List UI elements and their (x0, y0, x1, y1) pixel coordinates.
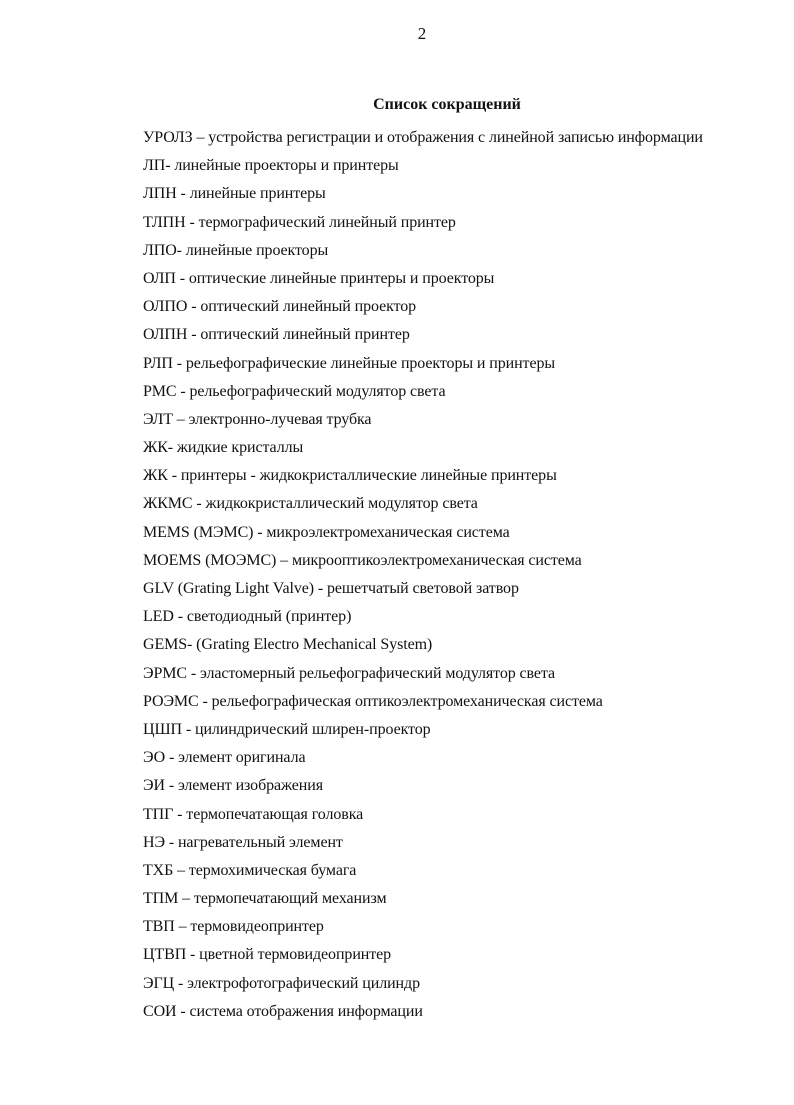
abbreviation-entry: MOEMS (МОЭМС) – микрооптикоэлектромеханическая система (143, 551, 582, 569)
page-number: 2 (417, 24, 427, 43)
abbreviation-entry: ОЛПО - оптический линейный проектор (143, 298, 417, 316)
abbreviation-entry: ТВП – термовидеопринтер (143, 918, 324, 936)
abbreviation-entry: ЛПН - линейные принтеры (143, 185, 326, 203)
abbreviation-list (143, 124, 763, 1026)
abbreviation-entry: РОЭМС - рельефографическая оптикоэлектромеханическая система (143, 692, 603, 710)
abbreviation-entry: MEMS (МЭМС) - микроэлектромеханическая система (143, 523, 510, 541)
abbreviation-entry: LED - светодиодный (принтер) (143, 608, 352, 626)
abbreviation-entry: РЛП - рельефографические линейные проекторы и принтеры (143, 354, 555, 372)
abbreviation-entry: GEMS- (Grating Electro Mechanical System) (143, 636, 433, 654)
abbreviation-entry: ЛП- линейные проекторы и принтеры (143, 157, 399, 175)
abbreviation-entry: НЭ - нагревательный элемент (143, 833, 343, 851)
page-title: Список сокращений (373, 96, 521, 113)
abbreviation-entry: GLV (Grating Light Valve) - решетчатый световой затвор (143, 580, 519, 597)
abbreviation-entry: ТЛПН - термографический линейный принтер (143, 213, 456, 231)
abbreviation-entry: ЭЛТ – электронно-лучевая трубка (143, 410, 372, 428)
abbreviation-entry: ЖК - принтеры - жидкокристаллические линейные принтеры (143, 467, 557, 485)
abbreviation-entry: ЭРМС - эластомерный рельефографический модулятор света (143, 664, 555, 682)
abbreviation-entry: ЖК- жидкие кристаллы (143, 439, 304, 457)
abbreviation-entry: ТПГ - термопечатающая головка (143, 805, 364, 823)
abbreviation-entry: ЛПО- линейные проекторы (143, 241, 329, 259)
abbreviation-entry: ЦШП - цилиндрический шлирен-проектор (143, 720, 431, 738)
abbreviation-entry: ЭО - элемент оригинала (143, 749, 306, 767)
abbreviation-entry: ТПМ – термопечатающий механизм (143, 890, 387, 908)
abbreviation-entry: ОЛПН - оптический линейный принтер (143, 326, 410, 344)
abbreviation-entry: РМС - рельефографический модулятор света (143, 382, 446, 400)
abbreviation-entry: ТХБ – термохимическая бумага (143, 861, 357, 879)
abbreviation-entry: ОЛП - оптические линейные принтеры и проекторы (143, 269, 495, 287)
abbreviation-entry: УРОЛЗ – устройства регистрации и отображения с линейной записью информации (143, 129, 703, 146)
abbreviation-entry: ЖКМС - жидкокристаллический модулятор света (143, 495, 478, 513)
abbreviation-entry: ЭИ - элемент изображения (143, 777, 323, 795)
abbreviation-entry: СОИ - система отображения информации (143, 1002, 423, 1020)
abbreviation-entry: ЦТВП - цветной термовидеопринтер (143, 946, 392, 964)
abbreviation-entry: ЭГЦ - электрофотографический цилиндр (143, 974, 420, 992)
